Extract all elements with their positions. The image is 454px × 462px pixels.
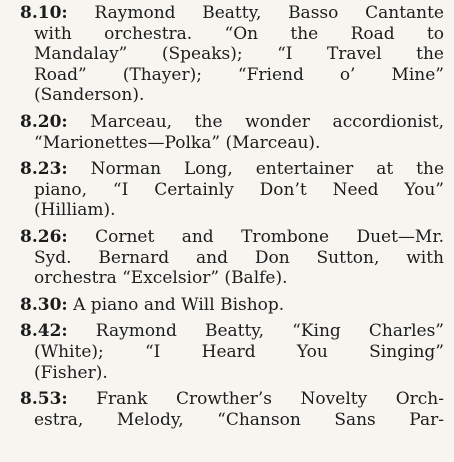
entry-text: Cornet and Trombone Duet—Mr. [67,226,444,247]
entry-line [20,159,444,180]
entry-line: “Marionettes—Polka” (Marceau). [34,132,321,153]
entry-text: Norman Long, entertainer at the [67,159,444,180]
entry-line: piano, “I Certainly Don’t Need You” [34,179,444,200]
entry-line: Syd. Bernard and Don Sutton, with [34,247,444,268]
entry-line: Mandalay” (Speaks); “I Travel the [34,44,444,65]
programme-entry-823 [20,159,444,221]
programme-entry-830 [20,295,444,316]
entry-line: orchestra “Excelsior” (Balfe). [34,268,288,289]
entry-time: 8.26: [20,226,68,247]
programme-entry-820 [20,112,444,153]
entry-text: A piano and Will Bishop. [67,294,285,315]
entry-line: estra, Melody, “Chanson Sans Par- [34,409,444,430]
entry-line: (Sanderson). [34,85,145,106]
entry-line: (White); “I Heard You Singing” [34,341,444,362]
programme-entry-842 [20,321,444,383]
entry-time: 8.10: [20,3,68,23]
entry-line [20,389,444,410]
programme-entry-826 [20,227,444,289]
entry-line: Road” (Thayer); “Friend o’ Mine” [34,64,444,85]
entry-line [20,3,444,24]
entry-line: with orchestra. “On the Road to [34,23,444,44]
entry-text: Frank Crowther’s Novelty Orch- [67,389,444,410]
entry-time: 8.23: [20,159,68,180]
entry-time: 8.53: [20,389,68,410]
entry-time: 8.30: [20,294,68,315]
entry-line [20,227,444,248]
entry-text: Raymond Beatty, Basso Cantante [67,3,444,23]
entry-line [20,112,444,133]
entry-time: 8.20: [20,111,68,132]
entry-line [20,321,444,342]
entry-line: (Fisher). [34,362,108,383]
entry-text: Marceau, the wonder accordionist, [67,111,444,132]
entry-line [20,295,444,316]
entry-time: 8.42: [20,321,68,342]
programme-entry-853 [20,389,444,430]
programme-entry-810 [20,3,444,106]
entry-line: (Hilliam). [34,200,116,221]
entry-text: Raymond Beatty, “King Charles” [67,321,444,342]
